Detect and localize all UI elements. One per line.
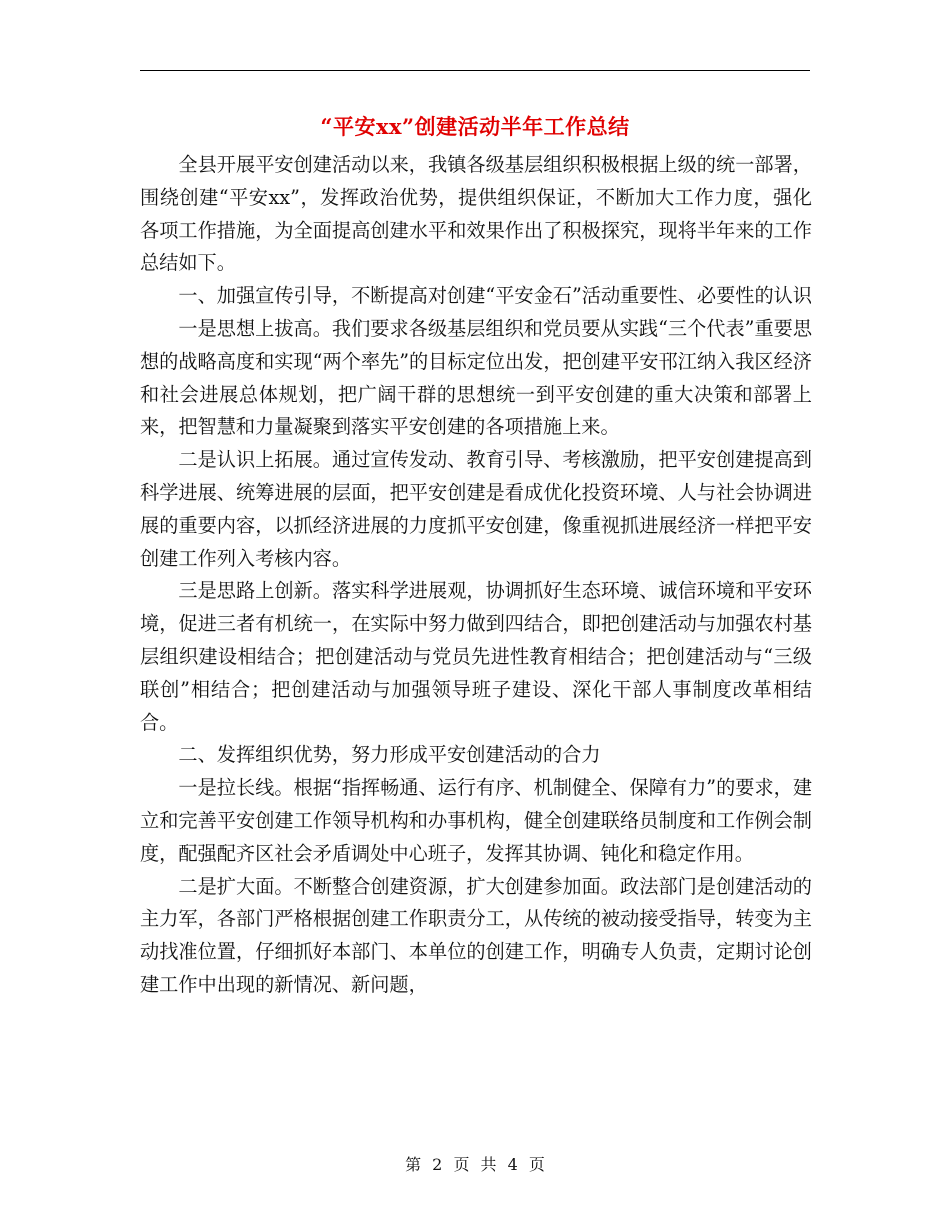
paragraph: 二是认识上拓展。通过宣传发动、教育引导、考核激励，把平安创建提高到科学进展、统筹进展的层面，把平安创建是看成优化投资环境、人与社会协调进展的重要内容，以抓经济进展的力度抓平安创建，像重视抓进展经济一样把平安创建工作列入考核内容。 — [140, 448, 812, 570]
page-number-footer: 第 2 页 共 4 页 — [405, 1155, 545, 1174]
section-heading-1: 一、加强宣传引导，不断提高对创建“平安金石”活动重要性、必要性的认识 — [178, 284, 813, 308]
paragraph: 三是思路上创新。落实科学进展观，协调抓好生态环境、诚信环境和平安环境，促进三者有机统一，在实际中努力做到四结合，即把创建活动与加强农村基层组织建设相结合；把创建活动与党员先进性教育相结合；把创建活动与“三级联创”相结合；把创建活动与加强领导班子建设、深化干部人事制度改革相结合。 — [140, 579, 812, 734]
section-heading-2: 二、发挥组织优势，努力形成平安创建活动的合力 — [178, 743, 601, 767]
document-title: “平安xx”创建活动半年工作总结 — [320, 114, 630, 139]
paragraph: 二是扩大面。不断整合创建资源，扩大创建参加面。政法部门是创建活动的主力军，各部门严格根据创建工作职责分工，从传统的被动接受指导，转变为主动找准位置，仔细抓好本部门、本单位的创建工作，明确专人负责，定期讨论创建工作中出现的新情况、新问题， — [140, 874, 812, 996]
paragraph: 一是拉长线。根据“指挥畅通、运行有序、机制健全、保障有力”的要求，建立和完善平安创建工作领导机构和办事机构，健全创建联络员制度和工作例会制度，配强配齐区社会矛盾调处中心班子，发挥其协调、钝化和稳定作用。 — [140, 776, 813, 865]
document-body — [140, 149, 812, 1002]
paragraph: 一是思想上拔高。我们要求各级基层组织和党员要从实践“三个代表”重要思想的战略高度和实现“两个率先”的目标定位出发，把创建平安邗江纳入我区经济和社会进展总体规划，把广阔干群的思想统一到平安创建的重大决策和部署上来，把智慧和力量凝聚到落实平安创建的各项措施上来。 — [140, 316, 813, 439]
header-rule — [140, 70, 810, 71]
paragraph-intro: 全县开展平安创建活动以来，我镇各级基层组织积极根据上级的统一部署，围绕创建“平安xx”，发挥政治优势，提供组织保证，不断加大工作力度，强化各项工作措施，为全面提高创建水平和效果作出了积极探究，现将半年来的工作总结如下。 — [140, 153, 812, 275]
